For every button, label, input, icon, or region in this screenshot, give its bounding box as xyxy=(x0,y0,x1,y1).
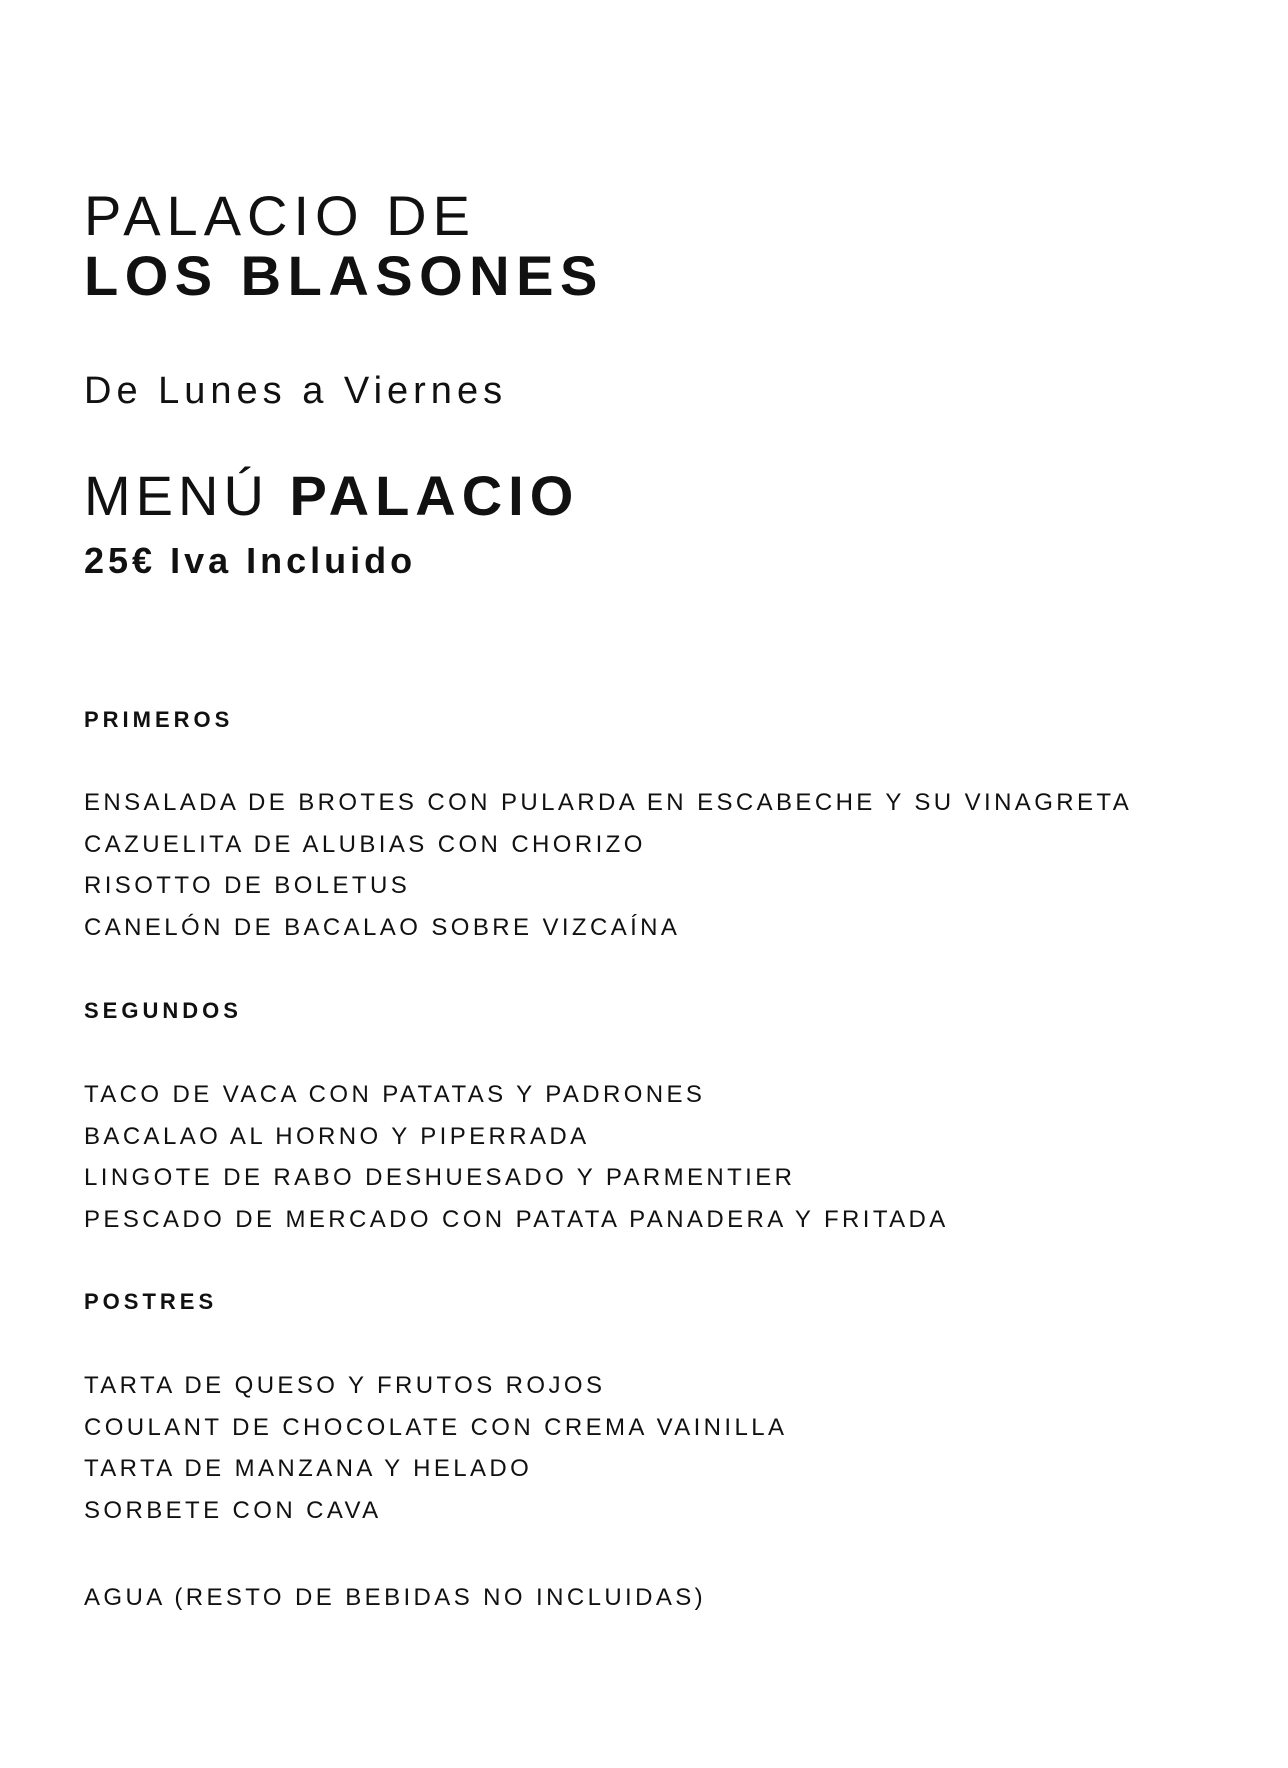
drinks-note: AGUA (RESTO DE BEBIDAS NO INCLUIDAS) xyxy=(84,1584,707,1611)
list-item: TARTA DE QUESO Y FRUTOS ROJOS xyxy=(84,1372,606,1399)
list-item: CAZUELITA DE ALUBIAS CON CHORIZO xyxy=(84,830,646,858)
restaurant-title-line2: LOS BLASONES xyxy=(84,244,604,307)
list-item: TACO DE VACA CON PATATAS Y PADRONES xyxy=(84,1081,706,1108)
list-item: LINGOTE DE RABO DESHUESADO Y PARMENTIER xyxy=(84,1164,796,1191)
list-primeros xyxy=(84,791,1132,957)
section-heading-primeros: PRIMEROS xyxy=(84,707,234,732)
list-item: TARTA DE MANZANA Y HELADO xyxy=(84,1455,533,1482)
menu-price: 25€ Iva Incluido xyxy=(84,540,417,581)
menu-page xyxy=(84,0,1234,1768)
list-item: RISOTTO DE BOLETUS xyxy=(84,872,411,899)
menu-name xyxy=(84,464,580,527)
list-item: ENSALADA DE BROTES CON PULARDA EN ESCABECHE Y SU VINAGRETA xyxy=(84,789,1133,816)
list-item: BACALAO AL HORNO Y PIPERRADA xyxy=(84,1122,590,1150)
list-segundos xyxy=(84,1083,949,1249)
list-item: CANELÓN DE BACALAO SOBRE VIZCAÍNA xyxy=(84,913,681,941)
section-heading-segundos: SEGUNDOS xyxy=(84,998,242,1023)
menu-name-bold: PALACIO xyxy=(289,464,580,527)
list-item: COULANT DE CHOCOLATE CON CREMA VAINILLA xyxy=(84,1413,788,1441)
menu-name-light: MENÚ xyxy=(84,464,269,527)
list-postres xyxy=(84,1374,787,1540)
list-item: SORBETE CON CAVA xyxy=(84,1496,382,1524)
availability-days: De Lunes a Viernes xyxy=(84,370,508,412)
list-item: PESCADO DE MERCADO CON PATATA PANADERA Y FRITADA xyxy=(84,1205,949,1233)
restaurant-title-line1: PALACIO DE xyxy=(84,184,476,247)
section-heading-postres: POSTRES xyxy=(84,1289,218,1314)
